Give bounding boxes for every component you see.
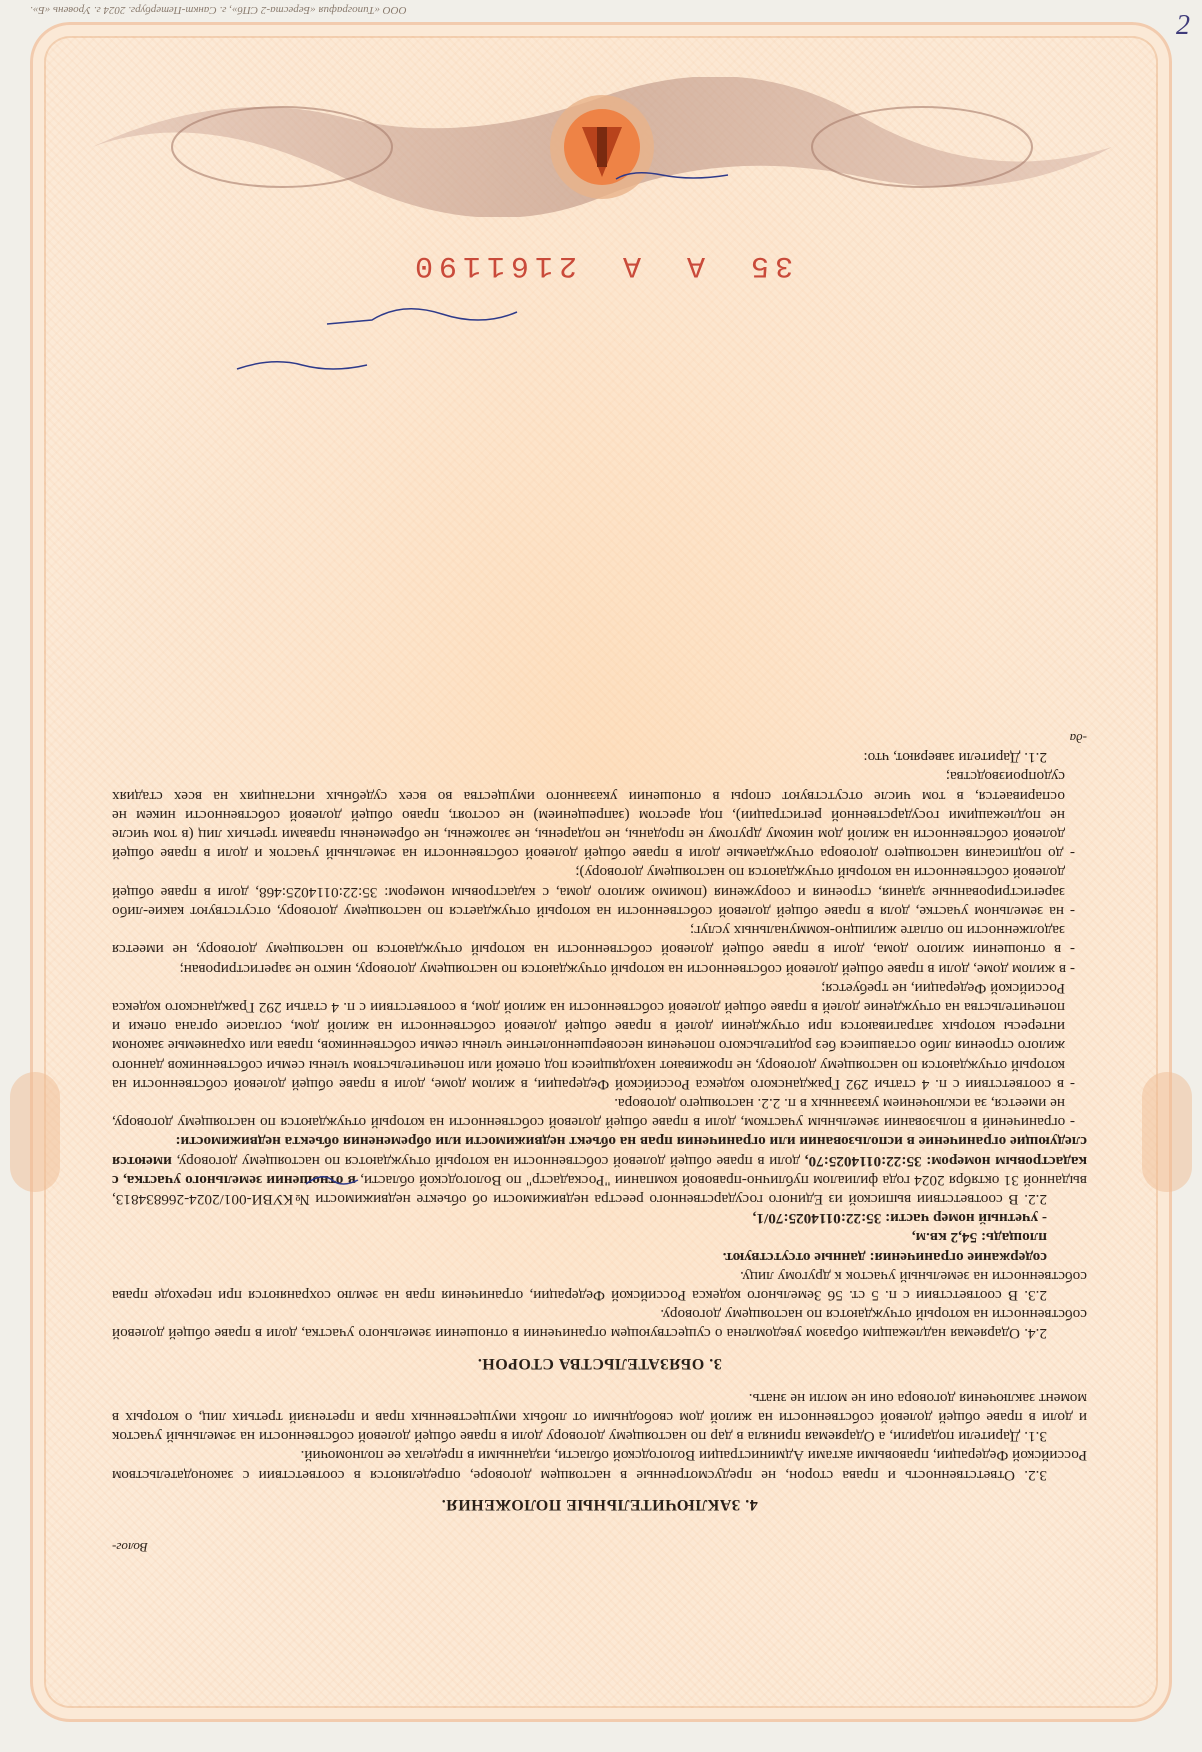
clause-2-1-intro: 2.1. Дарители заверяют, что: (863, 749, 1047, 767)
page-number: 2 (1176, 10, 1190, 41)
signature-mark-4 (612, 167, 732, 187)
signature-mark-2 (232, 357, 372, 377)
blank-serial-number (401, 248, 801, 282)
serial-series-1: А (681, 248, 706, 282)
emblem-band (82, 77, 1122, 217)
clause-2-3: 2.3. В соответствии с п. 5 ст. 56 Земельного кодекса Российской Федерации, ограничения прав на землю сохраняются при переходе права собственности на земельный участок к другому лицу. (112, 1267, 1087, 1304)
clause-2-2-text-2: доли в праве общей долевой собственности на который отчуждаются по настоящему договору, (171, 1152, 805, 1170)
clause-2-1-f: - ограничений в пользовании земельным участком, доли в праве общей долевой собственности на который отчуждаются по настоящему договору, не имеется, за исключением указанных в п. 2.2. настоящего договора. (112, 1094, 1075, 1132)
clause-2-1-b: - на земельном участке, доля в праве общей долевой собственности на который отчуждается по настоящему договору, отсутствуют какие-либо зарегистрированные здания, строения и сооружения (помимо жилого дома, с кадастровым номером: 35:22:0114025:468, доли в праве общей долевой собственности на который отчуждаются по настоящему договору); (112, 864, 1075, 920)
clause-2-1-e: - в соответствии с п. 4 статьи 292 Гражданского кодекса Российской Федерации, в жилом доме, доли в праве общей долевой собственности на который отчуждаются по настоящему договору, не проживают находящиеся под опекой или попечительством члены семьи собственников данного жилого строения либо оставшиеся без родительского попечения несовершеннолетние члены семьи собственников, права или охраняемые законом интересы которых затрагиваются при отчуждении долей в праве общей долевой собственности на жилой дом, согласие органа опеки и попечительства на отчуждение долей в праве общей долевой собственности на жилой дом, в соответствии с п. 4 статьи 292 Гражданского кодекса Российской Федерации, не требуется; (112, 979, 1075, 1093)
clause-3-2: 3.2. Ответственность и права сторон, не предусмотренные в настоящем договоре, определяются в соответствии с законодательством Российской Федерации, правовыми актами Администрации Вологодской области, изданными в пределах ее полномочий. (112, 1447, 1087, 1484)
border-ornament-right (10, 1072, 60, 1192)
signature-mark-1 (322, 302, 522, 332)
clause-2-2-limit-number: - учетный номер части: 35:22:0114025:70/1, (752, 1210, 1047, 1228)
section-4-heading: 4. ЗАКЛЮЧИТЕЛЬНЫЕ ПОЛОЖЕНИЯ. (441, 1495, 758, 1513)
clause-3-1: 3.1. Дарители подарили, а Одаряемая приняла в дар по настоящему договору доли в праве общей долевой собственности на земельный участок и доли в праве общей долевой собственности на жилой дом свободными от любых имущественных прав и претензий третьих лиц, о которых в момент заключения договора они не могли не знать. (112, 1389, 1087, 1446)
printer-imprint: ООО «Типография «Береста-2 СПб», г. Санкт-Петербург. 2024 г. Уровень «Б». (30, 4, 407, 16)
clause-2-2-text: 2.2. В соответствии выпиской из Единого государственного реестра недвижимости об объекте недвижимости №КУВИ-001/2024-266834813, выданной 31 октября 2024 года филиалом публично-правовой компании "Роскадастр" по Вологодской области, (112, 1171, 1087, 1208)
clause-2-1-a: - до подписания настоящего договора отчуждаемые доли в праве общей долевой собственности на земельный участок и доли в праве общей долевой собственности на жилой дом никому другому не проданы, не подарены, не заложены, не обременены правами третьих лиц (в том числе не подлежащими государственной регистрации), под арестом (запрещением) не состоят, право общей долевой собственности никем не оспаривается, в том числе отсутствуют споры в отношении указанного имущества во всех судебных инстанциях на всех стадиях судопроизводства; (112, 768, 1075, 863)
signature-mark-3 (302, 1172, 362, 1192)
word-wrap-start: -да (1069, 731, 1087, 747)
border-ornament-left (1142, 1072, 1192, 1192)
clause-2-2-encumbrance: имеются следующие ограничение в использовании или ограничения прав на объект недвижимости или обременения объекта недвижимости: (112, 1133, 1087, 1170)
word-wrap-end: Волог- (112, 1540, 148, 1555)
clause-2-2-limit-content: содержание ограничения: данные отсутствуют. (722, 1248, 1047, 1266)
document-body (112, 729, 1087, 1557)
clause-2-2-parcel: в отношении земельного участка, с кадастровым номером: 35:22:0114025:70, (111, 1152, 1087, 1189)
clause-2-2 (112, 1132, 1087, 1209)
clause-2-1-d: - в жилом доме, доли в праве общей долевой собственности на который отчуждаются по настоящему договору, никто не зарегистрирован; (179, 960, 1075, 978)
serial-region: 35 (745, 248, 794, 282)
clause-2-4: 2.4. Одаряемая надлежащим образом уведомлена о существующем ограничении в отношении земельного участка, доли в праве общей долевой собственности на который отчуждаются по настоящему договору. (112, 1306, 1087, 1343)
serial-number: 2161190 (408, 248, 577, 282)
clause-2-1-c: - в отношении жилого дома, доли в праве общей долевой собственности на который отчуждаются по настоящему договору, не имеется задолженности по оплате жилищно-коммунальных услуг; (112, 922, 1075, 959)
serial-series-2: А (616, 248, 641, 282)
section-3-heading: 3. ОБЯЗАТЕЛЬСТВА СТОРОН. (477, 1354, 722, 1372)
clause-2-2-limit-area: площадь: 54,2 кв.м, (911, 1229, 1047, 1247)
